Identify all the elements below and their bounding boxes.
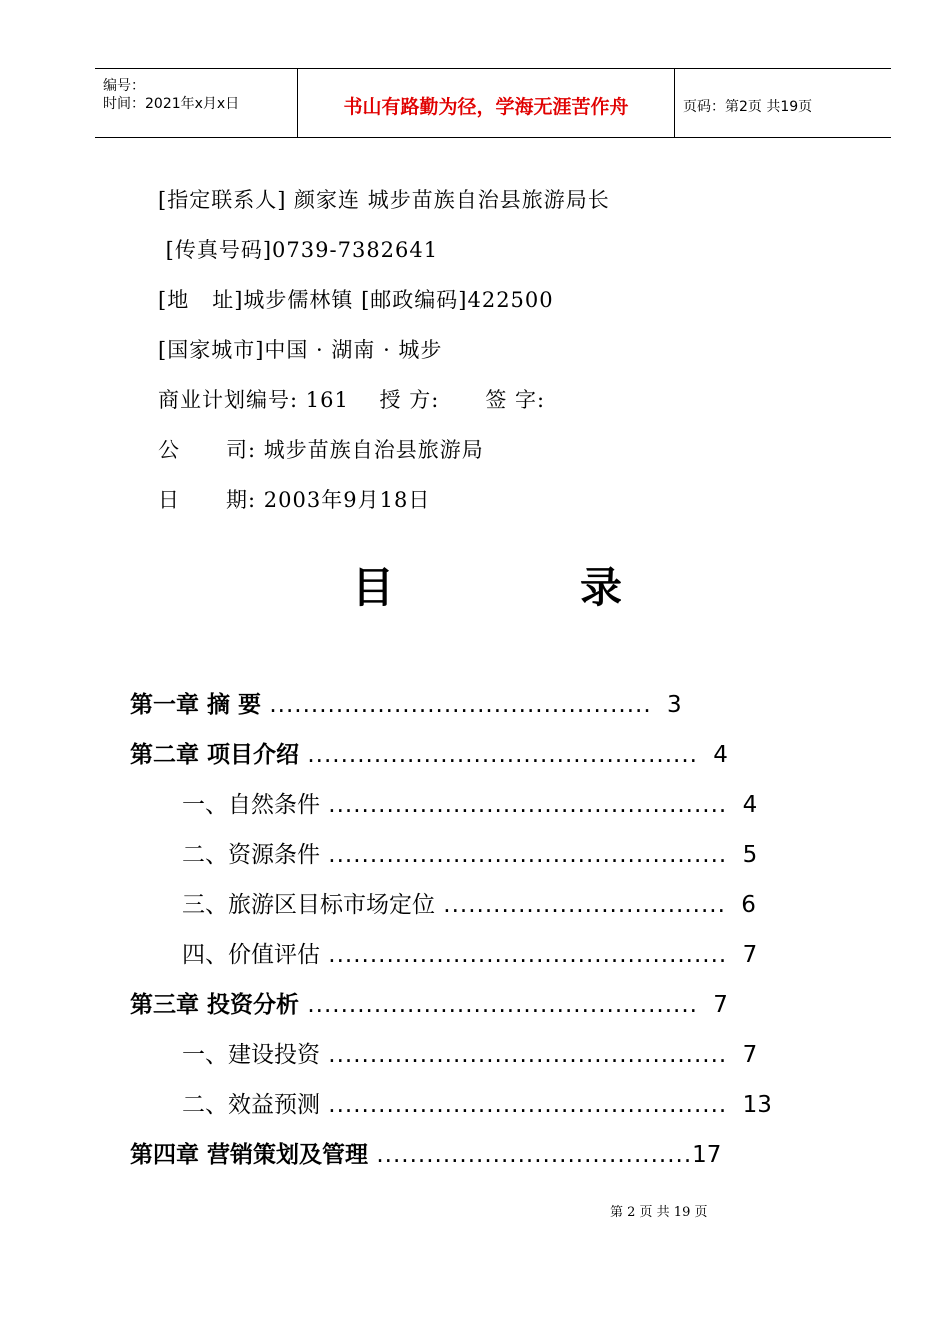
toc-entry-text: 四、价值评估: [182, 942, 320, 968]
toc-entry-text: 二、效益预测: [182, 1092, 320, 1118]
toc-leader: ................................................: [320, 1092, 728, 1118]
time-label: 时间：2021年x月x日: [103, 96, 240, 112]
toc-entry[interactable]: [182, 1036, 757, 1069]
code-label: 编号：: [103, 78, 145, 94]
toc-title-left: 目: [352, 563, 395, 612]
toc-leader: ..............................................: [261, 692, 652, 718]
address-line: [地 址]城步儒林镇 [邮政编码]422500: [158, 288, 554, 312]
toc-page: 6: [741, 892, 756, 918]
toc-entry-text: 一、自然条件: [182, 792, 320, 818]
toc-page: 17: [692, 1142, 722, 1168]
date-line: 日 期: 2003年9月18日: [158, 488, 431, 512]
toc-entry[interactable]: [182, 1086, 772, 1119]
toc-entry[interactable]: [130, 736, 728, 769]
toc-entry-text: 一、建设投资: [182, 1042, 320, 1068]
toc-page: 7: [742, 1042, 758, 1068]
footer-page-number: 第 2 页 共 19 页: [610, 1205, 708, 1220]
toc-leader: ..................................: [435, 892, 726, 918]
toc-entry-text: 第一章 摘 要: [130, 692, 262, 718]
toc-leader: ................................................: [320, 792, 728, 818]
toc-entry[interactable]: [182, 786, 757, 819]
header-motto: 书山有路勤为径，学海无涯苦作舟: [343, 96, 629, 118]
toc-leader: ......................................: [368, 1142, 693, 1168]
toc-entry[interactable]: [182, 936, 757, 969]
toc-entry[interactable]: [182, 836, 757, 869]
company-line: 公 司: 城步苗族自治县旅游局: [158, 438, 484, 462]
header-left-cell: [95, 69, 298, 137]
toc-entry-text: 三、旅游区目标市场定位: [182, 892, 435, 918]
toc-leader: ................................................: [320, 942, 728, 968]
contact-line: [指定联系人] 颜家连 城步苗族自治县旅游局长: [158, 188, 610, 212]
toc-page: 3: [666, 692, 682, 718]
city-line: [国家城市]中国 · 湖南 · 城步: [158, 338, 443, 362]
page-header: [95, 68, 891, 138]
toc-page: 4: [742, 792, 758, 818]
toc-leader: ................................................: [320, 1042, 728, 1068]
toc-entry-text: 第三章 投资分析: [130, 992, 300, 1018]
toc-page: 13: [742, 1092, 772, 1118]
toc-entry[interactable]: [130, 686, 682, 719]
toc-entry-text: 第二章 项目介绍: [130, 742, 300, 768]
toc-entry-text: 二、资源条件: [182, 842, 320, 868]
toc-title-right: 录: [580, 563, 623, 612]
toc-entry[interactable]: [182, 886, 756, 919]
toc-page: 7: [713, 992, 728, 1018]
plan-line: 商业计划编号: 161 授 方: 签 字:: [158, 388, 546, 412]
toc-page: 7: [742, 942, 758, 968]
header-middle-cell: [298, 69, 675, 137]
toc-leader: ................................................: [320, 842, 728, 868]
page-label: 页码：第2页 共19页: [683, 99, 813, 115]
fax-line: [传真号码]0739-7382641: [158, 238, 439, 262]
toc-page: 4: [713, 742, 728, 768]
toc-leader: ...............................................: [299, 742, 698, 768]
toc-entry-text: 第四章 营销策划及管理: [130, 1142, 369, 1168]
header-right-cell: [675, 69, 891, 137]
toc-entry[interactable]: [130, 986, 728, 1019]
toc-entry[interactable]: [130, 1136, 721, 1169]
toc-leader: ...............................................: [299, 992, 698, 1018]
toc-page: 5: [742, 842, 758, 868]
